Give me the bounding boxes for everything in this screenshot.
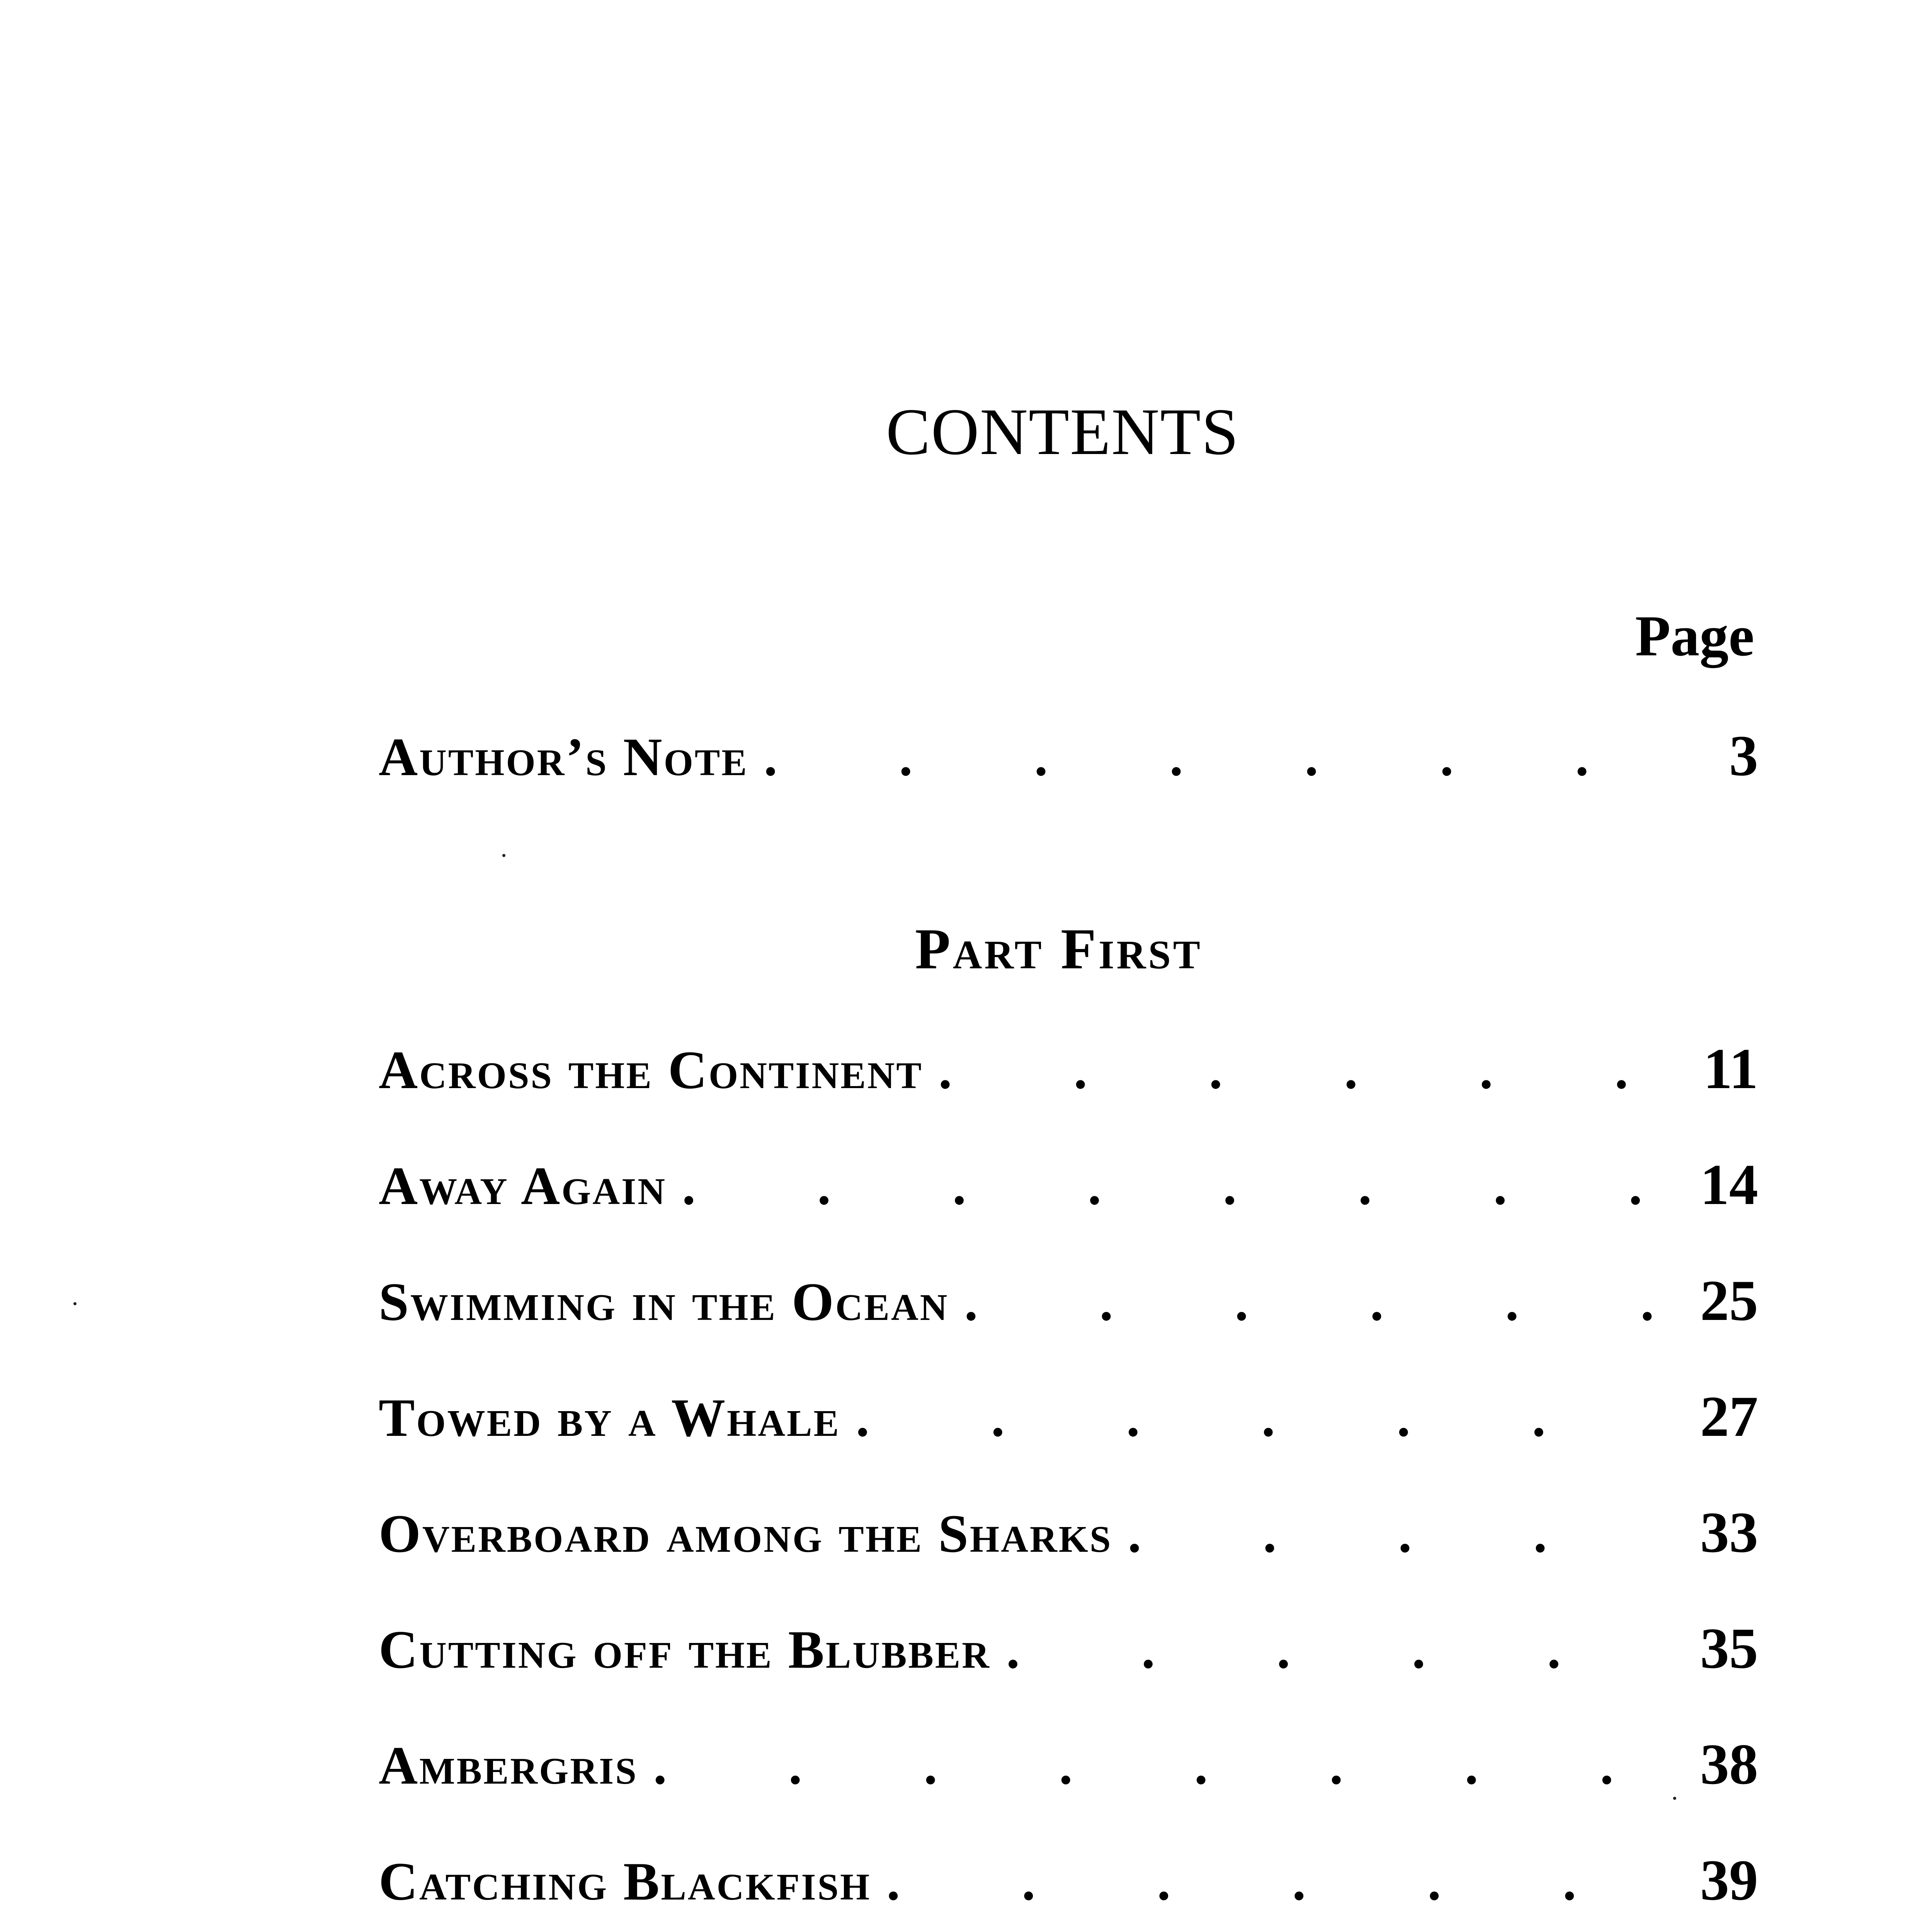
dot-leader <box>949 1271 1669 1333</box>
scan-speck <box>1673 1797 1676 1800</box>
dot-leader <box>667 1155 1669 1217</box>
dot-leader <box>991 1619 1669 1681</box>
toc-entry-page-number: 35 <box>1700 1616 1758 1680</box>
toc-entry-page-number: 3 <box>1729 724 1758 788</box>
toc-entry <box>379 1383 1758 1461</box>
toc-entry-title: Ambergris <box>379 1736 638 1796</box>
toc-entry-title: Catching Blackfish <box>379 1852 871 1912</box>
toc-entry <box>379 1036 1758 1113</box>
scan-speck <box>73 1302 77 1305</box>
toc-entry-page-number: 11 <box>1703 1037 1758 1101</box>
dot-leader <box>840 1387 1669 1449</box>
toc-entry <box>379 1615 1758 1692</box>
dot-leader <box>748 726 1669 788</box>
toc-entry-title: Overboard among the Sharks <box>379 1504 1112 1564</box>
dot-leader <box>871 1850 1669 1913</box>
toc-entry-page-number: 33 <box>1700 1500 1758 1565</box>
toc-entry-title: Across the Continent <box>379 1040 923 1100</box>
part-heading: Part First <box>915 917 1202 981</box>
toc-entry-title: Away Again <box>379 1156 667 1216</box>
dot-leader <box>638 1735 1669 1797</box>
contents-heading: CONTENTS <box>886 395 1240 469</box>
toc-entry-page-number: 38 <box>1700 1732 1758 1796</box>
toc-entry <box>379 1847 1758 1924</box>
toc-entry-title: Cutting off the Blubber <box>379 1620 991 1680</box>
toc-entry <box>379 1267 1758 1345</box>
toc-entry-page-number: 39 <box>1700 1848 1758 1912</box>
toc-entry-page-number: 25 <box>1700 1269 1758 1333</box>
toc-entry-page-number: 27 <box>1700 1384 1758 1449</box>
toc-entry-authors-note <box>379 723 1758 800</box>
toc-entry-page-number: 14 <box>1700 1153 1758 1217</box>
toc-entry-title: Swimming in the Ocean <box>379 1272 949 1332</box>
toc-entry <box>379 1499 1758 1577</box>
toc-entry-title: Towed by a Whale <box>379 1388 840 1448</box>
scan-speck <box>502 854 505 857</box>
toc-entry <box>379 1151 1758 1229</box>
toc-entry-title: Author’s Note <box>379 727 748 787</box>
page-column-label: Page <box>1635 604 1754 668</box>
dot-leader <box>1112 1503 1669 1565</box>
dot-leader <box>923 1039 1669 1101</box>
toc-entry <box>379 1731 1758 1808</box>
